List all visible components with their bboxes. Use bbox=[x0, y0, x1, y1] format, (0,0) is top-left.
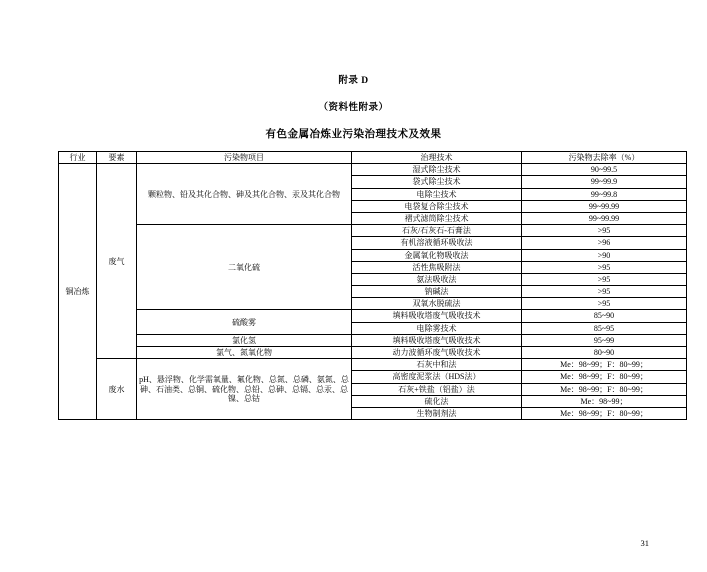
document-page bbox=[0, 72, 707, 572]
cell-removal-efficiency: Me：98~99；F：80~99； bbox=[522, 383, 687, 395]
cell-treatment-technology: 电除尘技术 bbox=[352, 188, 522, 200]
cell-removal-efficiency: >95 bbox=[522, 273, 687, 285]
cell-removal-efficiency: Me：98~99；F：80~99； bbox=[522, 371, 687, 383]
cell-removal-efficiency: >95 bbox=[522, 225, 687, 237]
cell-removal-efficiency: 85~90 bbox=[522, 310, 687, 322]
cell-removal-efficiency: Me：98~99；F：80~99； bbox=[522, 359, 687, 371]
cell-treatment-technology: 动力波循环废气吸收技术 bbox=[352, 347, 522, 359]
table-body bbox=[59, 164, 687, 420]
table-row bbox=[59, 164, 687, 176]
cell-element: 废水 bbox=[97, 359, 137, 420]
cell-removal-efficiency: Me：98~99； bbox=[522, 395, 687, 407]
cell-treatment-technology: 石灰中和法 bbox=[352, 359, 522, 371]
table-header-row bbox=[59, 152, 687, 164]
cell-treatment-technology: 有机溶液循环吸收法 bbox=[352, 237, 522, 249]
cell-treatment-technology: 生物制剂法 bbox=[352, 407, 522, 419]
page-title: 有色金属冶炼业污染治理技术及效果 bbox=[265, 129, 442, 140]
table-row bbox=[59, 359, 687, 371]
cell-pollutant-item: 颗粒物、铅及其化合物、砷及其化合物、汞及其化合物 bbox=[137, 164, 352, 225]
cell-treatment-technology: 石灰/石灰石-石膏法 bbox=[352, 225, 522, 237]
column-header-tech: 治理技术 bbox=[352, 152, 522, 164]
cell-removal-efficiency: >96 bbox=[522, 237, 687, 249]
cell-treatment-technology: 氨法吸收法 bbox=[352, 273, 522, 285]
cell-removal-efficiency: 99~99.99 bbox=[522, 200, 687, 212]
cell-treatment-technology: 湿式除尘技术 bbox=[352, 164, 522, 176]
cell-removal-efficiency: 95~99 bbox=[522, 334, 687, 346]
cell-removal-efficiency: 99~99.99 bbox=[522, 212, 687, 224]
column-header-efficiency: 污染物去除率（%） bbox=[522, 152, 687, 164]
cell-element: 废气 bbox=[97, 164, 137, 359]
cell-treatment-technology: 石灰+铁盐（铝盐）法 bbox=[352, 383, 522, 395]
cell-treatment-technology: 填料吸收塔废气吸收技术 bbox=[352, 334, 522, 346]
cell-removal-efficiency: 80~90 bbox=[522, 347, 687, 359]
cell-removal-efficiency: 90~99.5 bbox=[522, 164, 687, 176]
appendix-label: 附录 D bbox=[338, 76, 369, 86]
cell-treatment-technology: 袋式除尘技术 bbox=[352, 176, 522, 188]
cell-treatment-technology: 电袋复合除尘技术 bbox=[352, 200, 522, 212]
cell-removal-efficiency: >90 bbox=[522, 249, 687, 261]
cell-treatment-technology: 填料吸收塔废气吸收技术 bbox=[352, 310, 522, 322]
cell-treatment-technology: 钠碱法 bbox=[352, 286, 522, 298]
cell-removal-efficiency: 99~99.8 bbox=[522, 188, 687, 200]
cell-pollutant-item: 二氧化硫 bbox=[137, 225, 352, 310]
cell-treatment-technology: 金属氧化物吸收法 bbox=[352, 249, 522, 261]
cell-treatment-technology: 活性焦吸附法 bbox=[352, 261, 522, 273]
cell-removal-efficiency: 85~95 bbox=[522, 322, 687, 334]
cell-pollutant-item: pH、悬浮物、化学需氧量、氟化物、总氮、总磷、氨氮、总砷、石油类、总铜、硫化物、总铅、总砷、总镉、总汞、总镍、总钴 bbox=[137, 359, 352, 420]
table-row bbox=[59, 225, 687, 237]
cell-treatment-technology: 双氧水脱硫法 bbox=[352, 298, 522, 310]
cell-removal-efficiency: >95 bbox=[522, 298, 687, 310]
cell-removal-efficiency: 99~99.9 bbox=[522, 176, 687, 188]
cell-pollutant-item: 氯化氢 bbox=[137, 334, 352, 346]
pollution-control-table bbox=[58, 151, 687, 420]
cell-treatment-technology: 褶式滤筒除尘技术 bbox=[352, 212, 522, 224]
cell-pollutant-item: 硫酸雾 bbox=[137, 310, 352, 334]
cell-pollutant-item: 氯气、氮氧化物 bbox=[137, 347, 352, 359]
table-row bbox=[59, 310, 687, 322]
page-number: 31 bbox=[640, 538, 649, 548]
cell-industry: 铜冶炼 bbox=[59, 164, 97, 420]
column-header-element: 要素 bbox=[97, 152, 137, 164]
cell-removal-efficiency: >95 bbox=[522, 261, 687, 273]
table-row bbox=[59, 347, 687, 359]
table-row bbox=[59, 334, 687, 346]
cell-treatment-technology: 电除雾技术 bbox=[352, 322, 522, 334]
cell-removal-efficiency: Me：98~99；F：80~99； bbox=[522, 407, 687, 419]
column-header-item: 污染物项目 bbox=[137, 152, 352, 164]
cell-treatment-technology: 硫化法 bbox=[352, 395, 522, 407]
cell-removal-efficiency: >95 bbox=[522, 286, 687, 298]
column-header-industry: 行业 bbox=[59, 152, 97, 164]
appendix-type: （资料性附录） bbox=[318, 103, 389, 113]
cell-treatment-technology: 高密度泥浆法（HDS法） bbox=[352, 371, 522, 383]
